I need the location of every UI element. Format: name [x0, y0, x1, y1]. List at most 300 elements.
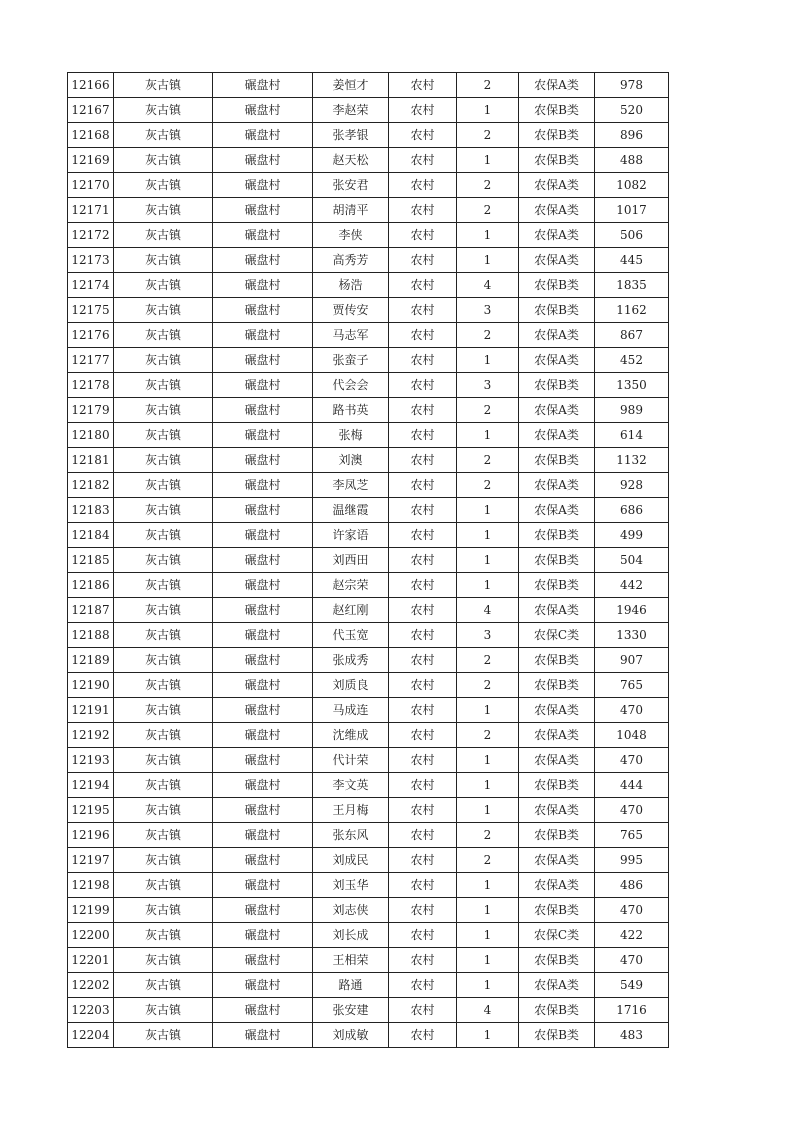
- row-id-cell: 12174: [68, 273, 114, 298]
- row-id-cell: 12179: [68, 398, 114, 423]
- village-cell: 碾盘村: [213, 323, 313, 348]
- town-cell: 灰古镇: [114, 698, 213, 723]
- name-cell: 赵宗荣: [313, 573, 389, 598]
- row-id-cell: 12196: [68, 823, 114, 848]
- member-count-cell: 2: [457, 648, 519, 673]
- name-cell: 赵红刚: [313, 598, 389, 623]
- village-cell: 碾盘村: [213, 123, 313, 148]
- table-row: [68, 498, 669, 523]
- amount-cell: 486: [595, 873, 669, 898]
- insurance-category-cell: 农保B类: [519, 998, 595, 1023]
- name-cell: 赵天松: [313, 148, 389, 173]
- amount-cell: 928: [595, 473, 669, 498]
- village-cell: 碾盘村: [213, 498, 313, 523]
- household-type-cell: 农村: [389, 523, 457, 548]
- member-count-cell: 1: [457, 148, 519, 173]
- table-row: [68, 473, 669, 498]
- household-type-cell: 农村: [389, 748, 457, 773]
- village-cell: 碾盘村: [213, 573, 313, 598]
- name-cell: 张东风: [313, 823, 389, 848]
- row-id-cell: 12177: [68, 348, 114, 373]
- village-cell: 碾盘村: [213, 773, 313, 798]
- member-count-cell: 2: [457, 473, 519, 498]
- household-type-cell: 农村: [389, 723, 457, 748]
- household-type-cell: 农村: [389, 773, 457, 798]
- table-row: [68, 623, 669, 648]
- member-count-cell: 1: [457, 773, 519, 798]
- insurance-category-cell: 农保A类: [519, 848, 595, 873]
- village-cell: 碾盘村: [213, 248, 313, 273]
- name-cell: 刘质良: [313, 673, 389, 698]
- table-row: [68, 698, 669, 723]
- amount-cell: 520: [595, 98, 669, 123]
- row-id-cell: 12193: [68, 748, 114, 773]
- amount-cell: 1350: [595, 373, 669, 398]
- household-type-cell: 农村: [389, 973, 457, 998]
- amount-cell: 470: [595, 948, 669, 973]
- household-type-cell: 农村: [389, 823, 457, 848]
- table-row: [68, 598, 669, 623]
- town-cell: 灰古镇: [114, 223, 213, 248]
- village-cell: 碾盘村: [213, 623, 313, 648]
- amount-cell: 470: [595, 898, 669, 923]
- member-count-cell: 1: [457, 98, 519, 123]
- insurance-category-cell: 农保A类: [519, 348, 595, 373]
- table-row: [68, 748, 669, 773]
- village-cell: 碾盘村: [213, 523, 313, 548]
- household-type-cell: 农村: [389, 798, 457, 823]
- name-cell: 王月梅: [313, 798, 389, 823]
- amount-cell: 549: [595, 973, 669, 998]
- name-cell: 刘西田: [313, 548, 389, 573]
- name-cell: 姜恒才: [313, 73, 389, 98]
- name-cell: 李侠: [313, 223, 389, 248]
- town-cell: 灰古镇: [114, 273, 213, 298]
- name-cell: 张梅: [313, 423, 389, 448]
- insurance-category-cell: 农保B类: [519, 373, 595, 398]
- table-row: [68, 423, 669, 448]
- amount-cell: 442: [595, 573, 669, 598]
- member-count-cell: 2: [457, 398, 519, 423]
- name-cell: 张孝银: [313, 123, 389, 148]
- village-cell: 碾盘村: [213, 373, 313, 398]
- member-count-cell: 3: [457, 373, 519, 398]
- member-count-cell: 1: [457, 698, 519, 723]
- insurance-category-cell: 农保A类: [519, 598, 595, 623]
- town-cell: 灰古镇: [114, 923, 213, 948]
- town-cell: 灰古镇: [114, 98, 213, 123]
- town-cell: 灰古镇: [114, 348, 213, 373]
- member-count-cell: 2: [457, 823, 519, 848]
- town-cell: 灰古镇: [114, 948, 213, 973]
- village-cell: 碾盘村: [213, 948, 313, 973]
- name-cell: 刘澳: [313, 448, 389, 473]
- village-cell: 碾盘村: [213, 1023, 313, 1048]
- insurance-category-cell: 农保B类: [519, 673, 595, 698]
- amount-cell: 445: [595, 248, 669, 273]
- member-count-cell: 1: [457, 748, 519, 773]
- name-cell: 代玉宽: [313, 623, 389, 648]
- row-id-cell: 12197: [68, 848, 114, 873]
- row-id-cell: 12181: [68, 448, 114, 473]
- name-cell: 张蛮子: [313, 348, 389, 373]
- amount-cell: 686: [595, 498, 669, 523]
- member-count-cell: 1: [457, 1023, 519, 1048]
- row-id-cell: 12187: [68, 598, 114, 623]
- village-cell: 碾盘村: [213, 873, 313, 898]
- household-type-cell: 农村: [389, 248, 457, 273]
- household-type-cell: 农村: [389, 598, 457, 623]
- table-row: [68, 773, 669, 798]
- insurance-category-cell: 农保B类: [519, 773, 595, 798]
- town-cell: 灰古镇: [114, 848, 213, 873]
- insurance-category-cell: 农保A类: [519, 698, 595, 723]
- household-type-cell: 农村: [389, 898, 457, 923]
- insurance-category-cell: 农保A类: [519, 748, 595, 773]
- row-id-cell: 12169: [68, 148, 114, 173]
- insurance-category-cell: 农保C类: [519, 623, 595, 648]
- name-cell: 高秀芳: [313, 248, 389, 273]
- household-type-cell: 农村: [389, 673, 457, 698]
- town-cell: 灰古镇: [114, 723, 213, 748]
- insurance-category-cell: 农保C类: [519, 923, 595, 948]
- town-cell: 灰古镇: [114, 198, 213, 223]
- row-id-cell: 12176: [68, 323, 114, 348]
- insurance-category-cell: 农保A类: [519, 973, 595, 998]
- row-id-cell: 12171: [68, 198, 114, 223]
- member-count-cell: 1: [457, 573, 519, 598]
- row-id-cell: 12175: [68, 298, 114, 323]
- amount-cell: 989: [595, 398, 669, 423]
- row-id-cell: 12200: [68, 923, 114, 948]
- name-cell: 刘长成: [313, 923, 389, 948]
- town-cell: 灰古镇: [114, 748, 213, 773]
- household-type-cell: 农村: [389, 323, 457, 348]
- town-cell: 灰古镇: [114, 873, 213, 898]
- row-id-cell: 12190: [68, 673, 114, 698]
- row-id-cell: 12191: [68, 698, 114, 723]
- row-id-cell: 12166: [68, 73, 114, 98]
- town-cell: 灰古镇: [114, 598, 213, 623]
- name-cell: 刘玉华: [313, 873, 389, 898]
- village-cell: 碾盘村: [213, 898, 313, 923]
- member-count-cell: 1: [457, 423, 519, 448]
- name-cell: 温继霞: [313, 498, 389, 523]
- table-row: [68, 873, 669, 898]
- insurance-category-cell: 农保A类: [519, 423, 595, 448]
- row-id-cell: 12172: [68, 223, 114, 248]
- village-cell: 碾盘村: [213, 448, 313, 473]
- town-cell: 灰古镇: [114, 473, 213, 498]
- town-cell: 灰古镇: [114, 673, 213, 698]
- table-row: [68, 348, 669, 373]
- household-type-cell: 农村: [389, 623, 457, 648]
- amount-cell: 483: [595, 1023, 669, 1048]
- household-type-cell: 农村: [389, 448, 457, 473]
- member-count-cell: 1: [457, 223, 519, 248]
- town-cell: 灰古镇: [114, 973, 213, 998]
- name-cell: 路书英: [313, 398, 389, 423]
- insurance-category-cell: 农保A类: [519, 873, 595, 898]
- amount-cell: 506: [595, 223, 669, 248]
- town-cell: 灰古镇: [114, 423, 213, 448]
- table-body: [68, 73, 669, 1048]
- household-type-cell: 农村: [389, 98, 457, 123]
- member-count-cell: 1: [457, 348, 519, 373]
- amount-cell: 1082: [595, 173, 669, 198]
- household-type-cell: 农村: [389, 198, 457, 223]
- insurance-category-cell: 农保A类: [519, 498, 595, 523]
- amount-cell: 422: [595, 923, 669, 948]
- amount-cell: 1132: [595, 448, 669, 473]
- amount-cell: 499: [595, 523, 669, 548]
- table-row: [68, 848, 669, 873]
- member-count-cell: 1: [457, 248, 519, 273]
- village-cell: 碾盘村: [213, 223, 313, 248]
- name-cell: 刘志侠: [313, 898, 389, 923]
- name-cell: 许家语: [313, 523, 389, 548]
- town-cell: 灰古镇: [114, 398, 213, 423]
- member-count-cell: 1: [457, 523, 519, 548]
- records-table: [67, 72, 669, 1048]
- amount-cell: 867: [595, 323, 669, 348]
- insurance-category-cell: 农保A类: [519, 223, 595, 248]
- table-row: [68, 248, 669, 273]
- amount-cell: 444: [595, 773, 669, 798]
- household-type-cell: 农村: [389, 273, 457, 298]
- town-cell: 灰古镇: [114, 248, 213, 273]
- amount-cell: 470: [595, 698, 669, 723]
- table-row: [68, 673, 669, 698]
- name-cell: 李凤芝: [313, 473, 389, 498]
- household-type-cell: 农村: [389, 498, 457, 523]
- amount-cell: 452: [595, 348, 669, 373]
- insurance-category-cell: 农保A类: [519, 323, 595, 348]
- name-cell: 刘成民: [313, 848, 389, 873]
- insurance-category-cell: 农保B类: [519, 298, 595, 323]
- member-count-cell: 2: [457, 173, 519, 198]
- village-cell: 碾盘村: [213, 348, 313, 373]
- member-count-cell: 3: [457, 623, 519, 648]
- name-cell: 张成秀: [313, 648, 389, 673]
- member-count-cell: 2: [457, 198, 519, 223]
- household-type-cell: 农村: [389, 348, 457, 373]
- insurance-category-cell: 农保A类: [519, 73, 595, 98]
- name-cell: 胡清平: [313, 198, 389, 223]
- row-id-cell: 12180: [68, 423, 114, 448]
- row-id-cell: 12184: [68, 523, 114, 548]
- insurance-category-cell: 农保A类: [519, 398, 595, 423]
- member-count-cell: 1: [457, 548, 519, 573]
- town-cell: 灰古镇: [114, 798, 213, 823]
- table-row: [68, 448, 669, 473]
- member-count-cell: 4: [457, 273, 519, 298]
- row-id-cell: 12201: [68, 948, 114, 973]
- row-id-cell: 12189: [68, 648, 114, 673]
- member-count-cell: 1: [457, 973, 519, 998]
- insurance-category-cell: 农保B类: [519, 548, 595, 573]
- member-count-cell: 2: [457, 673, 519, 698]
- table-row: [68, 523, 669, 548]
- town-cell: 灰古镇: [114, 73, 213, 98]
- name-cell: 代会会: [313, 373, 389, 398]
- table-row: [68, 648, 669, 673]
- row-id-cell: 12167: [68, 98, 114, 123]
- name-cell: 马成连: [313, 698, 389, 723]
- amount-cell: 470: [595, 748, 669, 773]
- insurance-category-cell: 农保B类: [519, 448, 595, 473]
- row-id-cell: 12203: [68, 998, 114, 1023]
- table-row: [68, 373, 669, 398]
- village-cell: 碾盘村: [213, 798, 313, 823]
- name-cell: 王相荣: [313, 948, 389, 973]
- name-cell: 沈维成: [313, 723, 389, 748]
- row-id-cell: 12192: [68, 723, 114, 748]
- insurance-category-cell: 农保B类: [519, 123, 595, 148]
- table-row: [68, 298, 669, 323]
- town-cell: 灰古镇: [114, 1023, 213, 1048]
- amount-cell: 765: [595, 823, 669, 848]
- town-cell: 灰古镇: [114, 123, 213, 148]
- village-cell: 碾盘村: [213, 198, 313, 223]
- town-cell: 灰古镇: [114, 548, 213, 573]
- table-row: [68, 573, 669, 598]
- insurance-category-cell: 农保B类: [519, 523, 595, 548]
- name-cell: 马志军: [313, 323, 389, 348]
- household-type-cell: 农村: [389, 948, 457, 973]
- town-cell: 灰古镇: [114, 898, 213, 923]
- insurance-category-cell: 农保B类: [519, 898, 595, 923]
- name-cell: 李文英: [313, 773, 389, 798]
- insurance-category-cell: 农保A类: [519, 173, 595, 198]
- village-cell: 碾盘村: [213, 298, 313, 323]
- amount-cell: 896: [595, 123, 669, 148]
- household-type-cell: 农村: [389, 998, 457, 1023]
- table-row: [68, 323, 669, 348]
- member-count-cell: 4: [457, 998, 519, 1023]
- village-cell: 碾盘村: [213, 273, 313, 298]
- household-type-cell: 农村: [389, 648, 457, 673]
- row-id-cell: 12204: [68, 1023, 114, 1048]
- household-type-cell: 农村: [389, 398, 457, 423]
- household-type-cell: 农村: [389, 923, 457, 948]
- town-cell: 灰古镇: [114, 998, 213, 1023]
- village-cell: 碾盘村: [213, 648, 313, 673]
- household-type-cell: 农村: [389, 573, 457, 598]
- village-cell: 碾盘村: [213, 548, 313, 573]
- town-cell: 灰古镇: [114, 173, 213, 198]
- member-count-cell: 3: [457, 298, 519, 323]
- household-type-cell: 农村: [389, 848, 457, 873]
- town-cell: 灰古镇: [114, 448, 213, 473]
- name-cell: 刘成敏: [313, 1023, 389, 1048]
- amount-cell: 614: [595, 423, 669, 448]
- row-id-cell: 12173: [68, 248, 114, 273]
- village-cell: 碾盘村: [213, 823, 313, 848]
- village-cell: 碾盘村: [213, 848, 313, 873]
- member-count-cell: 4: [457, 598, 519, 623]
- household-type-cell: 农村: [389, 298, 457, 323]
- household-type-cell: 农村: [389, 423, 457, 448]
- town-cell: 灰古镇: [114, 498, 213, 523]
- amount-cell: 1716: [595, 998, 669, 1023]
- household-type-cell: 农村: [389, 148, 457, 173]
- household-type-cell: 农村: [389, 73, 457, 98]
- table-row: [68, 973, 669, 998]
- table-row: [68, 723, 669, 748]
- member-count-cell: 2: [457, 723, 519, 748]
- town-cell: 灰古镇: [114, 323, 213, 348]
- village-cell: 碾盘村: [213, 748, 313, 773]
- member-count-cell: 2: [457, 323, 519, 348]
- village-cell: 碾盘村: [213, 173, 313, 198]
- village-cell: 碾盘村: [213, 723, 313, 748]
- table-row: [68, 823, 669, 848]
- amount-cell: 1048: [595, 723, 669, 748]
- table-row: [68, 998, 669, 1023]
- table-row: [68, 1023, 669, 1048]
- village-cell: 碾盘村: [213, 973, 313, 998]
- amount-cell: 488: [595, 148, 669, 173]
- town-cell: 灰古镇: [114, 623, 213, 648]
- row-id-cell: 12182: [68, 473, 114, 498]
- name-cell: 贾传安: [313, 298, 389, 323]
- village-cell: 碾盘村: [213, 423, 313, 448]
- table-row: [68, 273, 669, 298]
- insurance-category-cell: 农保A类: [519, 473, 595, 498]
- insurance-category-cell: 农保A类: [519, 723, 595, 748]
- insurance-category-cell: 农保B类: [519, 573, 595, 598]
- town-cell: 灰古镇: [114, 523, 213, 548]
- insurance-category-cell: 农保B类: [519, 148, 595, 173]
- amount-cell: 1162: [595, 298, 669, 323]
- amount-cell: 470: [595, 798, 669, 823]
- table-row: [68, 173, 669, 198]
- town-cell: 灰古镇: [114, 298, 213, 323]
- insurance-category-cell: 农保A类: [519, 248, 595, 273]
- amount-cell: 978: [595, 73, 669, 98]
- household-type-cell: 农村: [389, 548, 457, 573]
- name-cell: 代计荣: [313, 748, 389, 773]
- amount-cell: 995: [595, 848, 669, 873]
- amount-cell: 504: [595, 548, 669, 573]
- table-row: [68, 198, 669, 223]
- household-type-cell: 农村: [389, 1023, 457, 1048]
- insurance-category-cell: 农保B类: [519, 1023, 595, 1048]
- amount-cell: 765: [595, 673, 669, 698]
- member-count-cell: 1: [457, 948, 519, 973]
- row-id-cell: 12185: [68, 548, 114, 573]
- row-id-cell: 12186: [68, 573, 114, 598]
- row-id-cell: 12199: [68, 898, 114, 923]
- amount-cell: 907: [595, 648, 669, 673]
- table-row: [68, 798, 669, 823]
- insurance-category-cell: 农保B类: [519, 98, 595, 123]
- village-cell: 碾盘村: [213, 473, 313, 498]
- table-row: [68, 898, 669, 923]
- town-cell: 灰古镇: [114, 573, 213, 598]
- table-row: [68, 148, 669, 173]
- village-cell: 碾盘村: [213, 598, 313, 623]
- row-id-cell: 12194: [68, 773, 114, 798]
- name-cell: 杨浩: [313, 273, 389, 298]
- town-cell: 灰古镇: [114, 373, 213, 398]
- row-id-cell: 12195: [68, 798, 114, 823]
- village-cell: 碾盘村: [213, 148, 313, 173]
- household-type-cell: 农村: [389, 473, 457, 498]
- row-id-cell: 12188: [68, 623, 114, 648]
- town-cell: 灰古镇: [114, 773, 213, 798]
